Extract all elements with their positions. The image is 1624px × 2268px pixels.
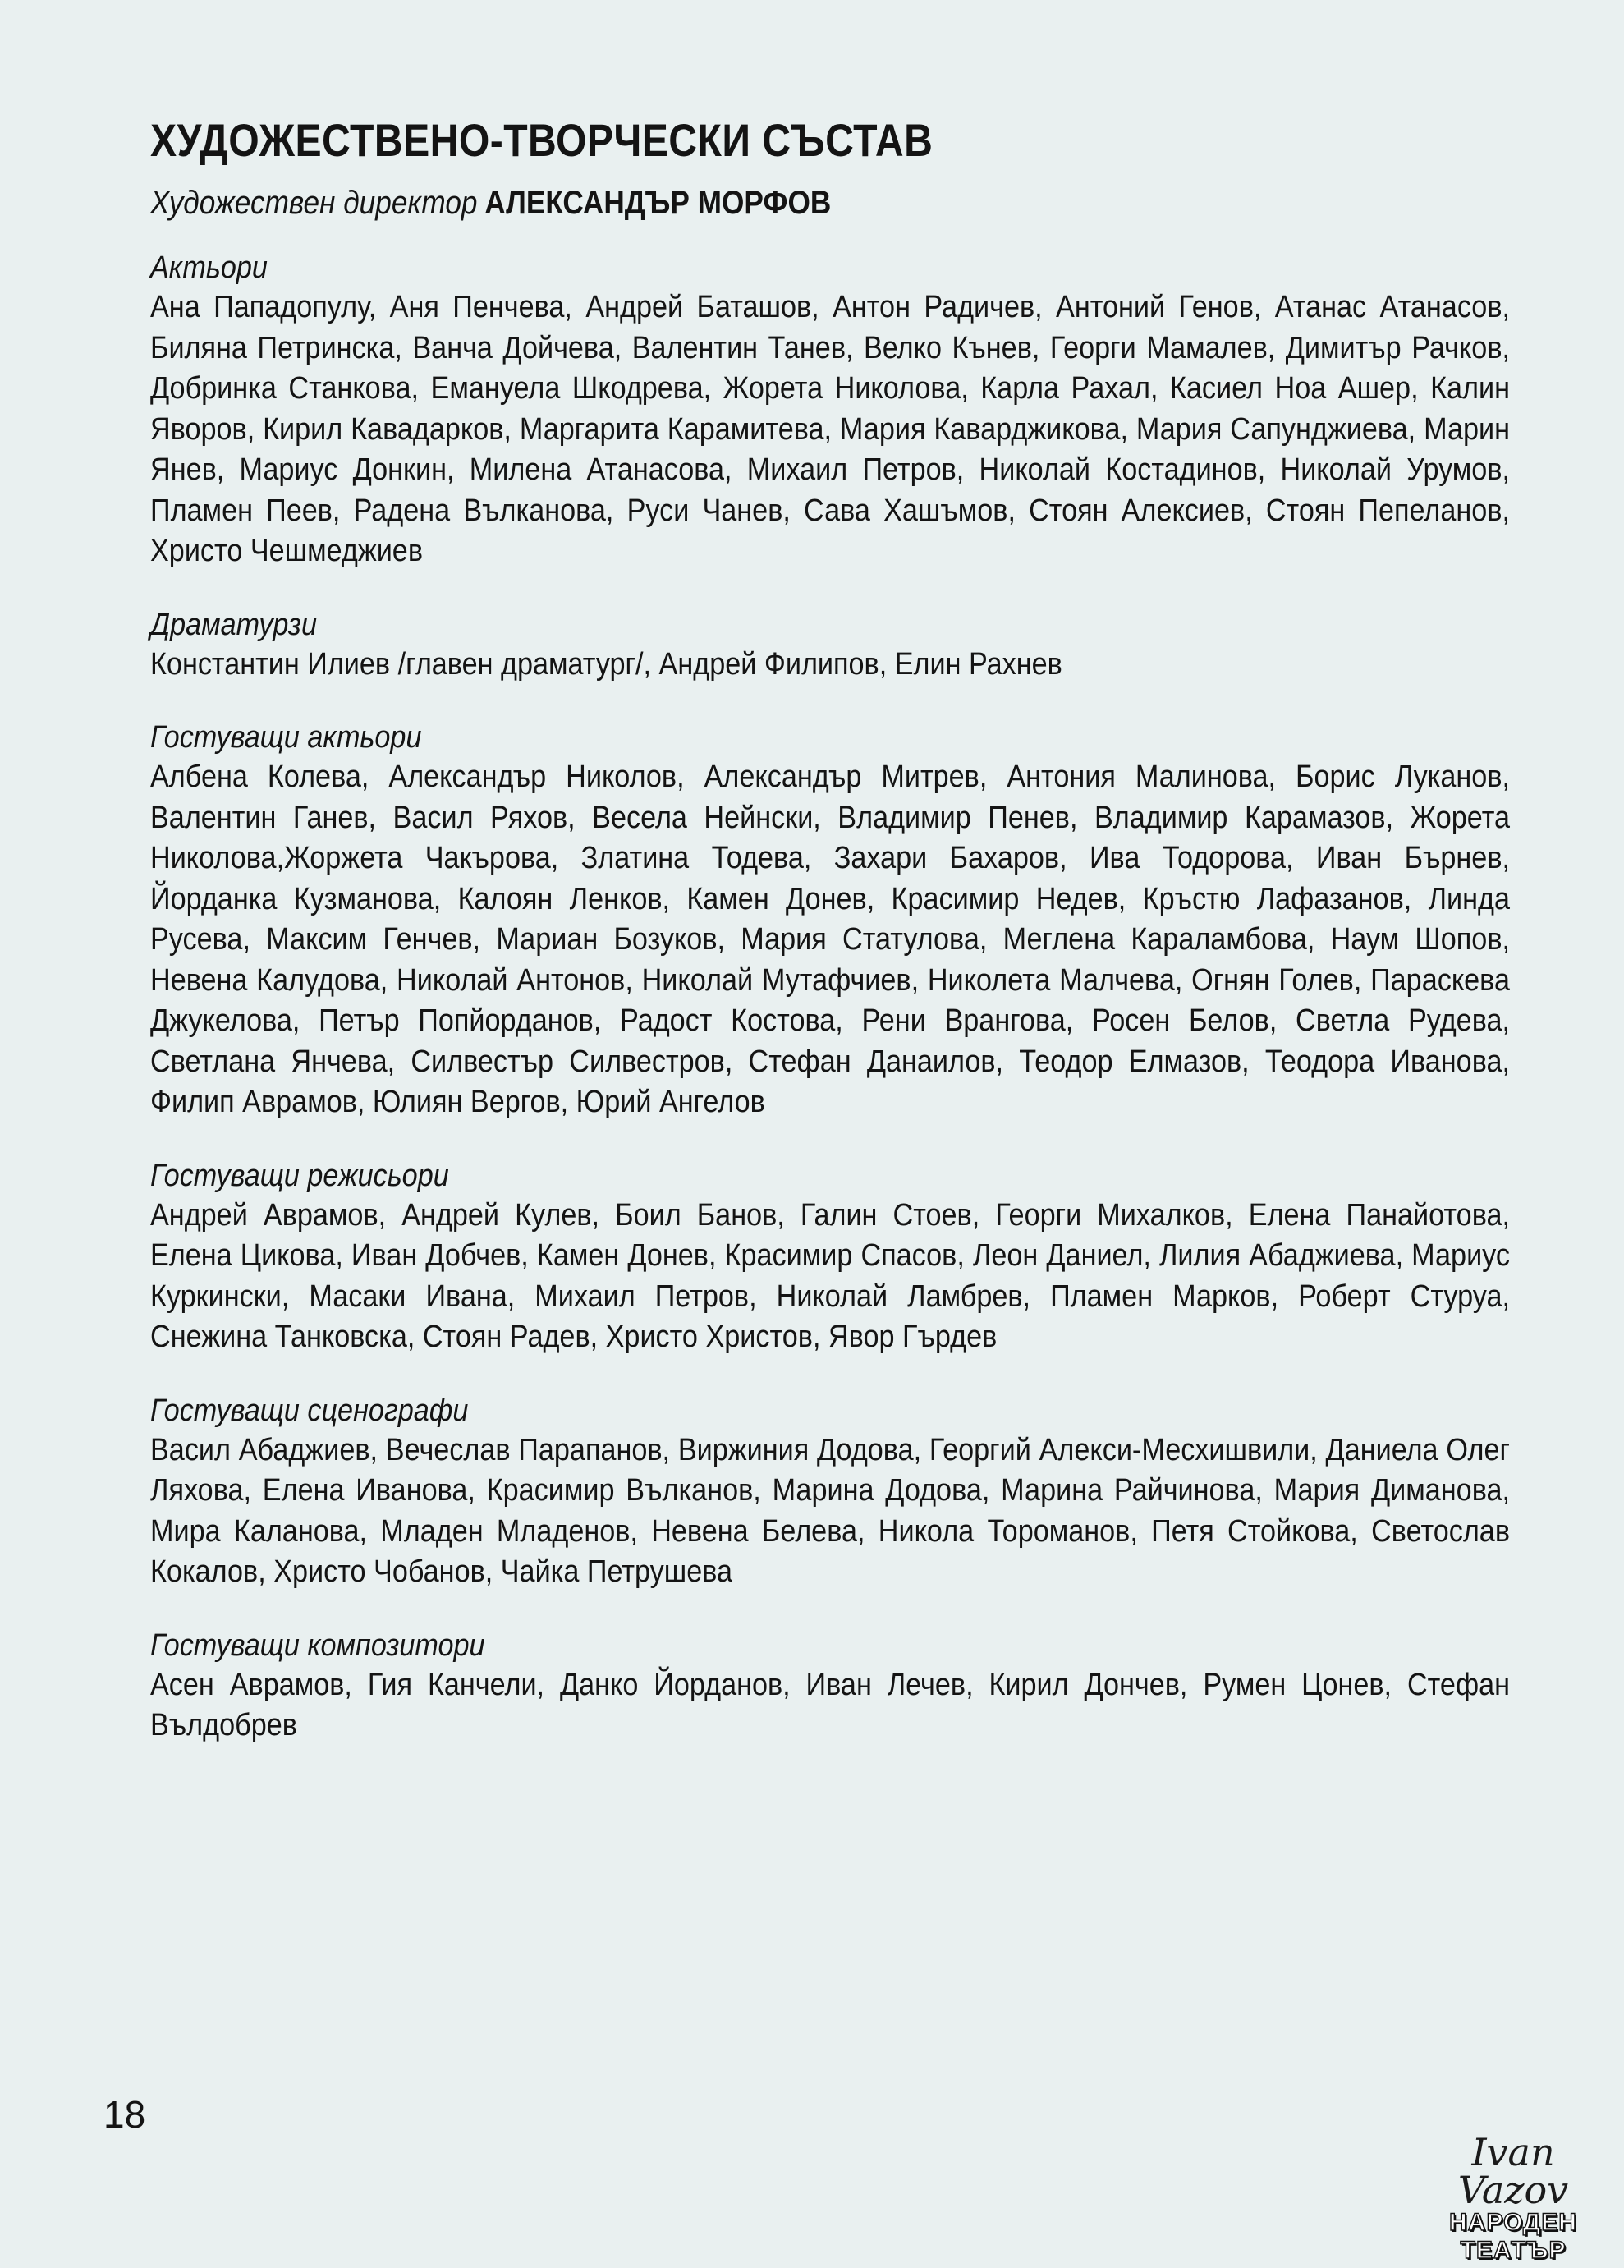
section-heading: Гостуващи композитори <box>150 1628 485 1663</box>
section-names: Андрей Аврамов, Андрей Кулев, Боил Банов, Галин Стоев, Георги Михалков, Елена Панайотова, Елена Цикова, Иван Добчев, Камен Донев, Красимир Спасов, Леон Даниел, Лилия Абаджиева, Мариус Куркински, Масаки Ивана, Михаил Петров, Николай Ламбрев, Пламен Марков, Роберт Стуруа, Снежина Танковска, Стоян Радев, Христо Христов, Явор Гърдев <box>150 1197 1510 1354</box>
artistic-director <box>150 185 1350 222</box>
section-names: Асен Аврамов, Гия Канчели, Данко Йорданов, Иван Лечев, Кирил Дончев, Румен Цонев, Стефан Вълдобрев <box>150 1667 1510 1742</box>
national-theatre-logo <box>1435 2130 1591 2264</box>
logo-signature: Ivan Vazov <box>1457 2130 1569 2212</box>
section-heading: Гостуващи актьори <box>150 720 422 755</box>
section-names: Константин Илиев /главен драматург/, Андрей Филипов, Елин Рахнев <box>150 646 1062 682</box>
director-role: Художествен директор <box>150 185 478 221</box>
section-heading: Гостуващи сценографи <box>150 1393 469 1428</box>
section-heading: Актьори <box>150 250 268 285</box>
section-names: Албена Колева, Александър Николов, Александър Митрев, Антония Малинова, Борис Луканов, Валентин Ганев, Васил Ряхов, Весела Нейнски, Владимир Пенев, Владимир Карамазов, Жорета Николова,Жоржета Чакърова, Златина Тодева, Захари Бахаров, Ива Тодорова, Иван Бърнев, Йорданка Кузманова, Калоян Ленков, Камен Донев, Красимир Недев, Кръстю Лафазанов, Линда Русева, Максим Генчев, Мариан Бозуков, Мария Статулова, Меглена Караламбова, Наум Шопов, Невена Калудова, Николай Антонов, Николай Мутафчиев, Николета Малчева, Огнян Голев, Параскева Джукелова, Петър Попйорданов, Радост Костова, Рени Врангова, Росен Белов, Светла Рудева, Светлана Янчева, Силвестър Силвестров, Стефан Данаилов, Теодор Елмазов, Теодора Иванова, Филип Аврамов, Юлиян Вергов, Юрий Ангелов <box>150 760 1510 1119</box>
section-guest-composers <box>150 1626 1513 1747</box>
section-heading: Гостуващи режисьори <box>150 1158 449 1193</box>
page-number: 18 <box>103 2093 146 2136</box>
section-heading: Драматурзи <box>150 607 317 642</box>
page-title: ХУДОЖЕСТВЕНО-ТВОРЧЕСКИ СЪСТАВ <box>150 114 934 166</box>
section-actors <box>150 248 1513 572</box>
logo-line-2: ТЕАТЪР <box>1460 2237 1567 2264</box>
logo-line-1: НАРОДЕН <box>1449 2209 1577 2236</box>
section-names: Васил Абаджиев, Вечеслав Парапанов, Виржиния Додова, Георгий Алекси-Месхишвили, Даниела Олег Ляхова, Елена Иванова, Красимир Вълканов, Марина Додова, Марина Райчинова, Мария Диманова, Мира Каланова, Младен Младенов, Невена Белева, Никола Тороманов, Петя Стойкова, Светослав Кокалов, Христо Чобанов, Чайка Петрушева <box>150 1432 1510 1589</box>
section-guest-scenographers <box>150 1391 1513 1593</box>
section-guest-directors <box>150 1156 1513 1358</box>
section-dramaturges <box>150 605 1513 686</box>
section-names: Ана Пападопулу, Аня Пенчева, Андрей Баташов, Антон Радичев, Антоний Генов, Атанас Атанасов, Биляна Петринска, Ванча Дойчева, Валентин Танев, Велко Кънев, Георги Мамалев, Димитър Рачков, Добринка Станкова, Емануела Шкодрева, Жорета Николова, Карла Рахал, Касиел Ноа Ашер, Калин Яворов, Кирил Кавадарков, Маргарита Карамитева, Мария Каварджикова, Мария Сапунджиева, Марин Янев, Мариус Донкин, Милена Атанасова, Михаил Петров, Николай Костадинов, Николай Урумов, Пламен Пеев, Радена Вълканова, Руси Чанев, Сава Хашъмов, Стоян Алексиев, Стоян Пепеланов, Христо Чешмеджиев <box>150 290 1510 568</box>
content <box>150 113 1513 1779</box>
section-guest-actors <box>150 718 1513 1123</box>
director-name: АЛЕКСАНДЪР МОРФОВ <box>484 185 832 221</box>
